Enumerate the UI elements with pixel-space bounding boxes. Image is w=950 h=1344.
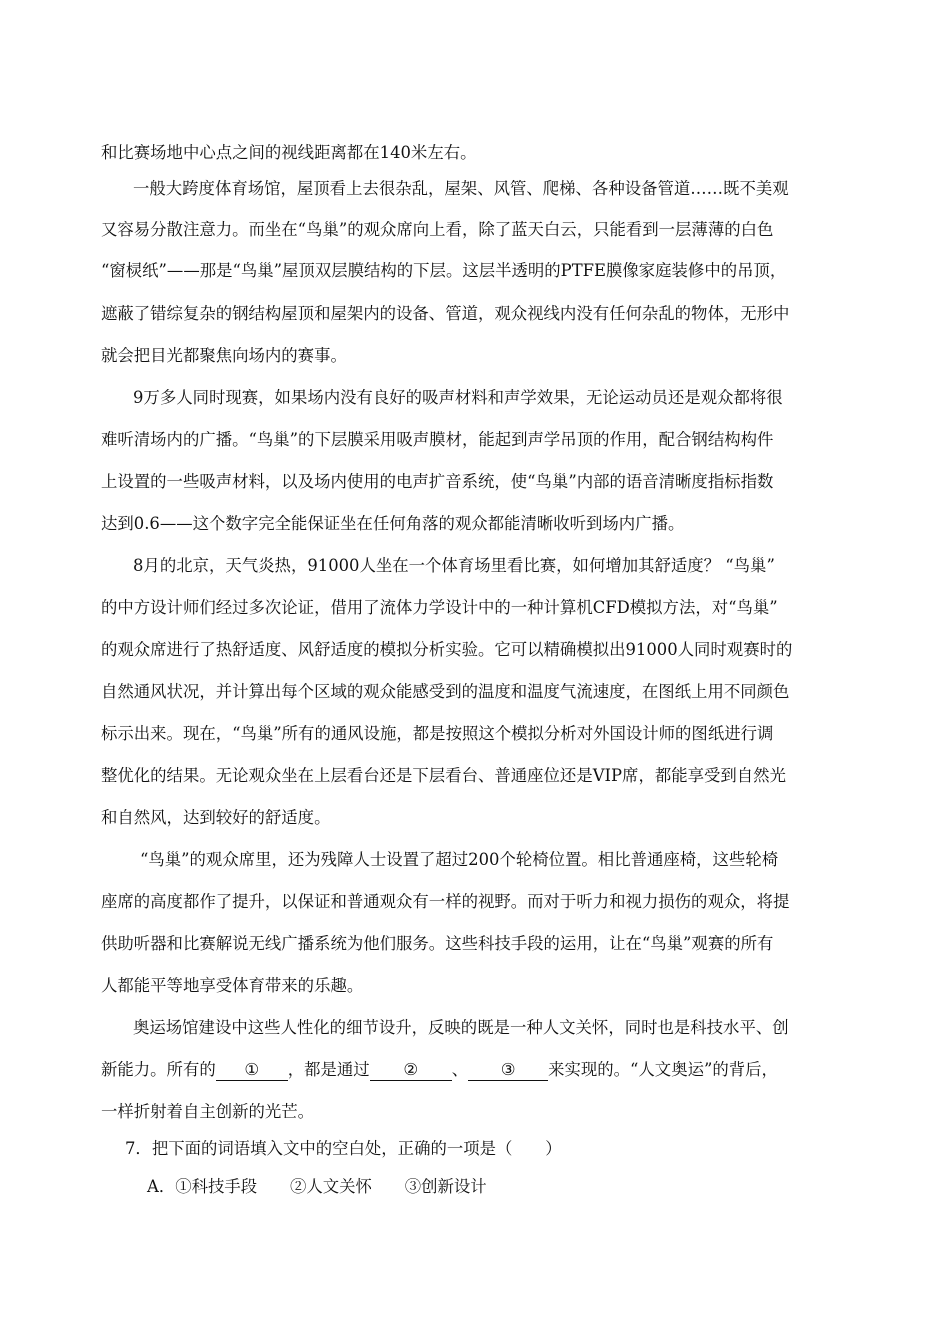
- text-line: 奥运场馆建设中这些人性化的细节设升，反映的既是一种人文关怀，同时也是科技水平、创: [133, 1018, 789, 1037]
- text-segment: 、: [451, 1060, 469, 1079]
- text-line: “窗棂纸”——那是“鸟巢”屋顶双层膜结构的下层。这层半透明的PTFE膜像家庭装修中的吊顶，: [101, 261, 787, 280]
- text-line: 自然通风状况，并计算出每个区域的观众能感受到的温度和温度气流速度，在图纸上用不同颜色: [101, 682, 790, 701]
- text-segment: 新能力。所有的: [101, 1060, 216, 1079]
- text-line: 标示出来。现在，“鸟巢”所有的通风设施，都是按照这个模拟分析对外国设计师的图纸进行调: [101, 724, 774, 743]
- option-a: A．①科技手段 ②人文关怀 ③创新设计: [147, 1177, 487, 1196]
- blank-3: ③: [468, 1061, 548, 1081]
- text-line: 达到0.6——这个数字完全能保证坐在任何角落的观众都能清晰收听到场内广播。: [101, 514, 685, 533]
- text-line: 遮蔽了错综复杂的钢结构屋顶和屋架内的设备、管道，观众视线内没有任何杂乱的物体，无形中: [101, 304, 790, 323]
- fill-in-line: [101, 1058, 841, 1082]
- text-line: 上设置的一些吸声材料，以及场内使用的电声扩音系统，使“鸟巢”内部的语音清晰度指标指数: [101, 472, 774, 491]
- text-line: 人都能平等地享受体育带来的乐趣。: [101, 976, 364, 995]
- question-7: 7．把下面的词语填入文中的空白处，正确的一项是（ ）: [125, 1139, 562, 1158]
- text-line: 的中方设计师们经过多次论证，借用了流体力学设计中的一种计算机CFD模拟方法，对“鸟巢”: [101, 598, 778, 617]
- text-line: 一样折射着自主创新的光芒。: [101, 1102, 315, 1121]
- text-segment: 来实现的。“人文奥运”的背后，: [548, 1060, 778, 1079]
- text-line: 就会把目光都聚焦向场内的赛事。: [101, 346, 347, 365]
- text-line: 8月的北京，天气炎热，91000人坐在一个体育场里看比赛，如何增加其舒适度？ “鸟巢”: [133, 556, 775, 575]
- text-line: 供助听器和比赛解说无线广播系统为他们服务。这些科技手段的运用，让在“鸟巢”观赛的所有: [101, 934, 774, 953]
- text-line: 9万多人同时现赛，如果场内没有良好的吸声材料和声学效果，无论运动员还是观众都将很: [133, 388, 783, 407]
- blank-2: ②: [370, 1061, 452, 1081]
- text-line: 难听清场内的广播。“鸟巢”的下层膜采用吸声膜材，能起到声学吊顶的作用，配合钢结构构件: [101, 430, 774, 449]
- text-line: 座席的高度都作了提升，以保证和普通观众有一样的视野。而对于听力和视力损伤的观众，将提: [101, 892, 790, 911]
- text-line: 一般大跨度体育场馆，屋顶看上去很杂乱，屋架、风管、爬梯、各种设备管道……既不美观: [133, 179, 789, 198]
- text-line: 的观众席进行了热舒适度、风舒适度的模拟分析实验。它可以精确模拟出91000人同时观赛时的: [101, 640, 793, 659]
- text-line: “鸟巢”的观众席里，还为残障人士设置了超过200个轮椅位置。相比普通座椅，这些轮椅: [140, 850, 779, 869]
- blank-1: ①: [216, 1061, 288, 1081]
- text-line: 又容易分散注意力。而坐在“鸟巢”的观众席向上看，除了蓝天白云，只能看到一层薄薄的白色: [101, 220, 774, 239]
- text-segment: ，都是通过: [287, 1060, 370, 1079]
- text-line: 整优化的结果。无论观众坐在上层看台还是下层看台、普通座位还是VIP席，都能享受到自然光: [101, 766, 786, 785]
- text-line: 和自然风，达到较好的舒适度。: [101, 808, 331, 827]
- text-line: 和比赛场地中心点之间的视线距离都在140米左右。: [101, 143, 477, 162]
